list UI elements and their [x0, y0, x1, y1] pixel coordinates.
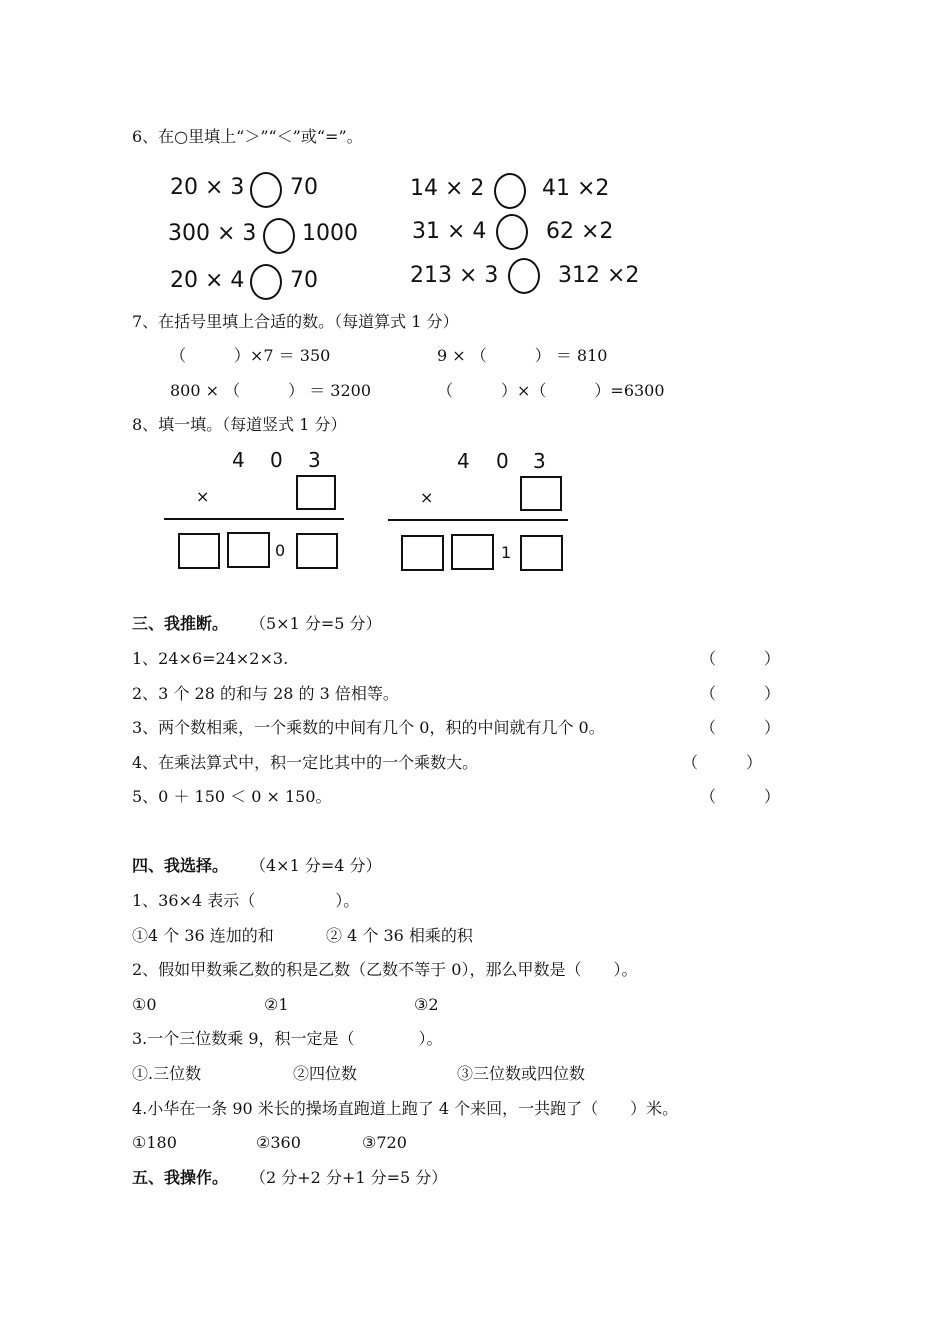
divider-line — [388, 519, 568, 521]
q6-left-1-expr: 20 × 3 — [170, 175, 245, 200]
choice-option[interactable]: ③三位数或四位数 — [457, 1064, 586, 1083]
q6-left-3-val: 70 — [290, 268, 318, 293]
choice-question[interactable]: 3.一个三位数乘 9，积一定是（ ）。 — [132, 1029, 443, 1048]
choice-option[interactable]: ①.三位数 — [132, 1064, 202, 1083]
answer-paren[interactable]: （ ） — [700, 787, 781, 806]
divider-line — [164, 518, 344, 520]
judge-item: 3、两个数相乘，一个乘数的中间有几个 0，积的中间就有几个 0。 — [132, 718, 605, 737]
times-sign: × — [196, 487, 210, 506]
blank-box[interactable] — [227, 532, 270, 568]
q6-left-2-val: 1000 — [302, 221, 358, 246]
blank-box[interactable] — [296, 475, 336, 510]
choice-option[interactable]: ①180 — [132, 1133, 177, 1152]
q7-row2-left[interactable]: 800 × （ ） ＝ 3200 — [170, 381, 372, 400]
compare-circle[interactable] — [263, 218, 295, 254]
result-digit: 1 — [501, 543, 512, 562]
choice-option[interactable]: ②360 — [256, 1133, 301, 1152]
result-digit: 0 — [275, 541, 286, 560]
q7-row1-left[interactable]: （ ）×7 ＝ 350 — [170, 346, 331, 365]
choice-option[interactable]: ①4 个 36 连加的和 — [132, 926, 274, 945]
q6-left-1-val: 70 — [290, 175, 318, 200]
section-3-heading: 三、我推断。 — [132, 614, 229, 633]
q7-row1-right[interactable]: 9 × （ ） ＝ 810 — [437, 346, 608, 365]
choice-question[interactable]: 2、假如甲数乘乙数的积是乙数（乙数不等于 0），那么甲数是（ ）。 — [132, 960, 638, 979]
blank-box[interactable] — [520, 535, 563, 571]
answer-paren[interactable]: （ ） — [700, 684, 781, 703]
q6-title: 6、在○里填上“＞”“＜”或“=”。 — [132, 127, 363, 146]
section-3-score: （5×1 分=5 分） — [250, 614, 382, 633]
section-4-score: （4×1 分=4 分） — [250, 856, 382, 875]
q6-right-3-val: 312 ×2 — [558, 263, 640, 288]
multiplicand-digit: 3 — [308, 448, 321, 472]
judge-item: 2、3 个 28 的和与 28 的 3 倍相等。 — [132, 684, 399, 703]
compare-circle[interactable] — [250, 172, 282, 208]
q6-left-2-expr: 300 × 3 — [168, 221, 257, 246]
judge-item: 5、0 ＋ 150 ＜ 0 × 150。 — [132, 787, 332, 806]
compare-circle[interactable] — [508, 258, 540, 294]
blank-box[interactable] — [296, 533, 338, 569]
answer-paren[interactable]: （ ） — [682, 753, 763, 772]
judge-item: 4、在乘法算式中，积一定比其中的一个乘数大。 — [132, 753, 479, 772]
multiplicand-digit: 3 — [533, 449, 546, 473]
compare-circle[interactable] — [496, 214, 528, 250]
multiplicand-digit: 0 — [496, 449, 509, 473]
judge-item: 1、24×6=24×2×3. — [132, 649, 289, 668]
q7-row2-right[interactable]: （ ）×（ ）=6300 — [437, 381, 665, 400]
q6-right-1-val: 41 ×2 — [542, 176, 610, 201]
q6-right-2-expr: 31 × 4 — [412, 219, 487, 244]
multiplicand-digit: 4 — [232, 448, 245, 472]
choice-option[interactable]: ②四位数 — [293, 1064, 358, 1083]
q8-title: 8、填一填。（每道竖式 1 分） — [132, 415, 347, 434]
blank-box[interactable] — [178, 533, 220, 569]
multiplicand-digit: 4 — [457, 449, 470, 473]
q6-left-3-expr: 20 × 4 — [170, 268, 245, 293]
choice-option[interactable]: ①0 — [132, 995, 157, 1014]
compare-circle[interactable] — [250, 264, 282, 300]
answer-paren[interactable]: （ ） — [700, 718, 781, 737]
choice-option[interactable]: ② 4 个 36 相乘的积 — [326, 926, 473, 945]
choice-option[interactable]: ②1 — [264, 995, 289, 1014]
choice-option[interactable]: ③2 — [414, 995, 439, 1014]
section-4-heading: 四、我选择。 — [132, 856, 229, 875]
choice-question[interactable]: 4.小华在一条 90 米长的操场直跑道上跑了 4 个来回，一共跑了（ ）米。 — [132, 1099, 679, 1118]
answer-paren[interactable]: （ ） — [700, 649, 781, 668]
compare-circle[interactable] — [494, 173, 526, 209]
q7-title: 7、在括号里填上合适的数。（每道算式 1 分） — [132, 312, 459, 331]
q6-right-2-val: 62 ×2 — [546, 219, 614, 244]
blank-box[interactable] — [520, 476, 562, 511]
multiplicand-digit: 0 — [270, 448, 283, 472]
section-5-score: （2 分+2 分+1 分=5 分） — [250, 1168, 448, 1187]
blank-box[interactable] — [451, 534, 494, 570]
section-5-heading: 五、我操作。 — [132, 1168, 229, 1187]
choice-question[interactable]: 1、36×4 表示（ ）。 — [132, 891, 360, 910]
choice-option[interactable]: ③720 — [362, 1133, 407, 1152]
times-sign: × — [420, 488, 434, 507]
q6-right-3-expr: 213 × 3 — [410, 263, 499, 288]
q6-right-1-expr: 14 × 2 — [410, 176, 485, 201]
blank-box[interactable] — [401, 535, 444, 571]
